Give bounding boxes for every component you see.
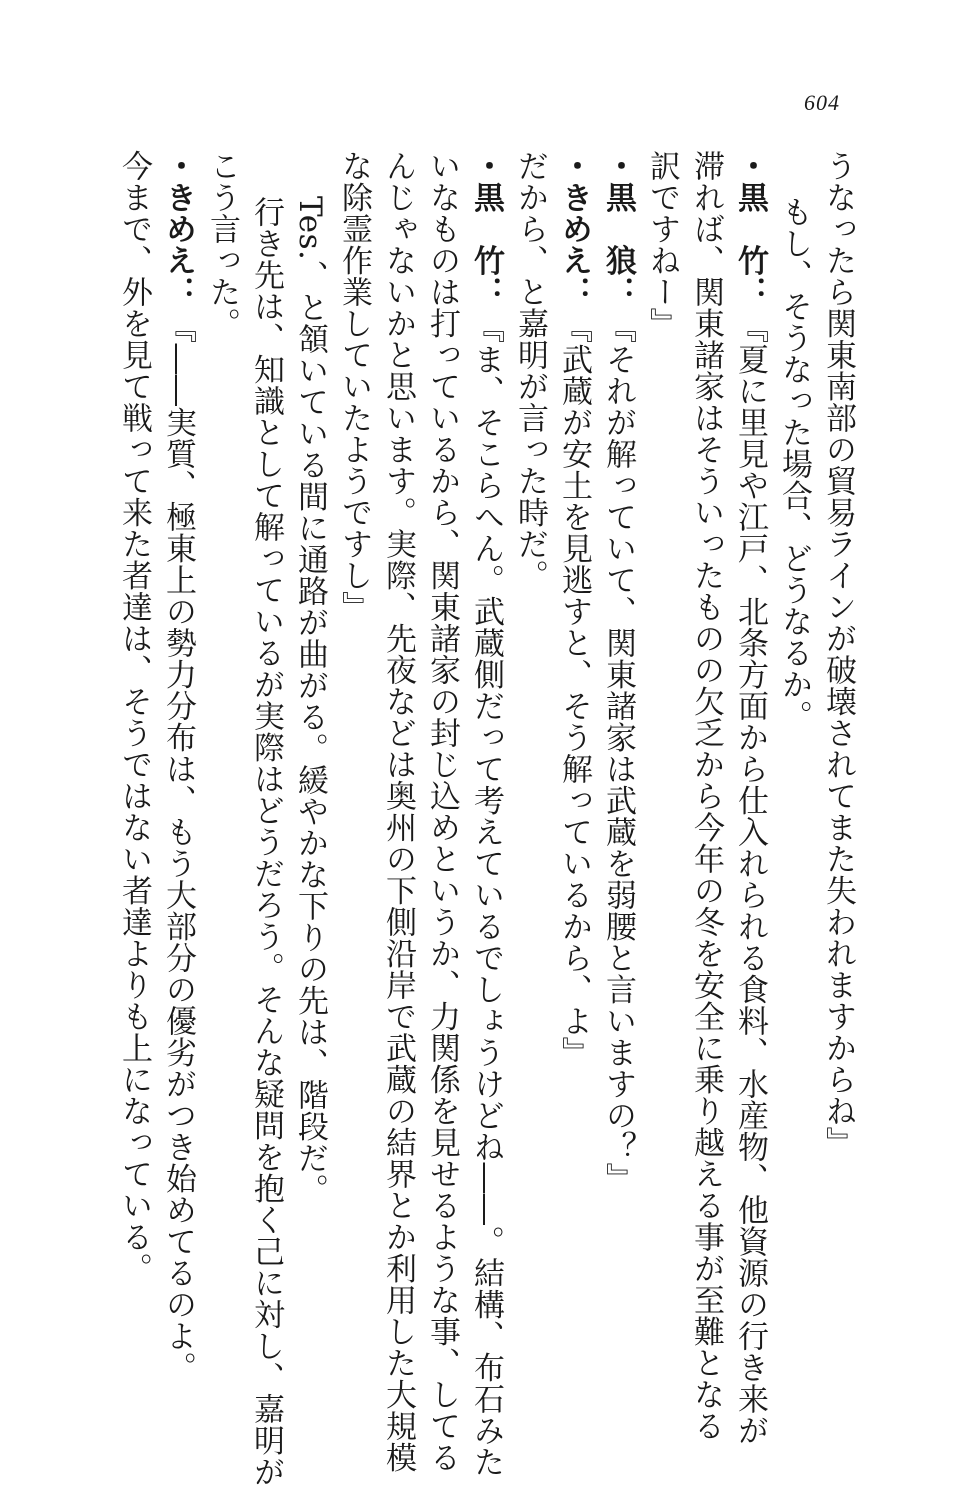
dialogue-line: [552, 150, 596, 1350]
text-line: [376, 150, 420, 1473]
text-line: [508, 150, 552, 1350]
bullet-dot: ・: [160, 150, 196, 182]
line-text: だから、と嘉明が言った時だ。: [512, 150, 548, 591]
speaker-name: 黒 竹：: [732, 181, 768, 308]
page-number: 604: [804, 90, 840, 115]
bullet-dot: ・: [600, 150, 636, 182]
line-text: うなったら関東南部の貿易ラインが破壊されてまた失われますからね』: [820, 150, 856, 1158]
bullet-dot: ・: [468, 150, 504, 182]
text-line: [332, 150, 376, 1350]
speech-text: 『武蔵が安土を見逃すと、そう解っているから、よ』: [556, 311, 592, 1068]
speech-text: 『――実質、極東上の勢力分布は、もう大部分の優劣がつき始めてるのよ。: [160, 311, 196, 1383]
text-line: [684, 150, 728, 1442]
text-line: [288, 150, 332, 1350]
speaker-name: 黒 狼：: [600, 181, 636, 308]
speech-text: 『それが解っていて、関東諸家は武蔵を弱腰と言いますの？』: [600, 311, 636, 1194]
text-line: [816, 150, 860, 1350]
line-text: もし、そうなった場合、どうなるか。: [776, 196, 812, 732]
speech-text: 『夏に里見や江戸、北条方面から仕入れられる食料、水産物、他資源の行き来が: [732, 311, 768, 1446]
bullet-dot: ・: [556, 150, 592, 182]
text-line: [200, 150, 244, 1350]
text-line: [420, 150, 464, 1473]
speaker-name: きめえ：: [160, 181, 196, 308]
text-line: [772, 150, 816, 1350]
line-text: 訳ですねー』: [644, 150, 680, 339]
speech-text: 『ま、そこらへん。武蔵側だって考えているでしょうけどね――。結構、布石みた: [468, 311, 504, 1477]
line-text: こう言った。: [204, 150, 240, 339]
line-text: んじゃないかと思います。実際、先夜などは奥州の下側沿岸で武蔵の結界とか利用した大規模: [380, 150, 416, 1473]
text-line: [112, 150, 156, 1350]
dialogue-line: [156, 150, 200, 1383]
dialogue-line: [464, 150, 508, 1477]
speaker-name: 黒 竹：: [468, 181, 504, 308]
vertical-text-body: [116, 150, 860, 1488]
line-text: 滞れば、関東諸家はそういったものの欠乏から今年の冬を安全に乗り越える事が至難となる: [688, 150, 724, 1442]
line-text: 今まで、外を見て戦って来た者達は、そうではない者達よりも上になっている。: [116, 150, 152, 1284]
line-text: 行き先は、知識として解っているが実際はどうだろう。そんな疑問を抱く己に対し、嘉明が: [248, 196, 284, 1488]
line-text: な除霊作業していたようですし』: [336, 150, 372, 623]
bullet-dot: ・: [732, 150, 768, 182]
line-text: Tes.、と頷いている間に通路が曲がる。緩やかな下りの先は、階段だ。: [292, 196, 328, 1206]
line-text: いなものは打っているから、関東諸家の封じ込めというか、力関係を見せるような事、してる: [424, 150, 460, 1473]
speaker-name: きめえ：: [556, 181, 592, 308]
text-line: [244, 150, 288, 1488]
dialogue-line: [596, 150, 640, 1350]
dialogue-line: [728, 150, 772, 1446]
text-line: [640, 150, 684, 1350]
